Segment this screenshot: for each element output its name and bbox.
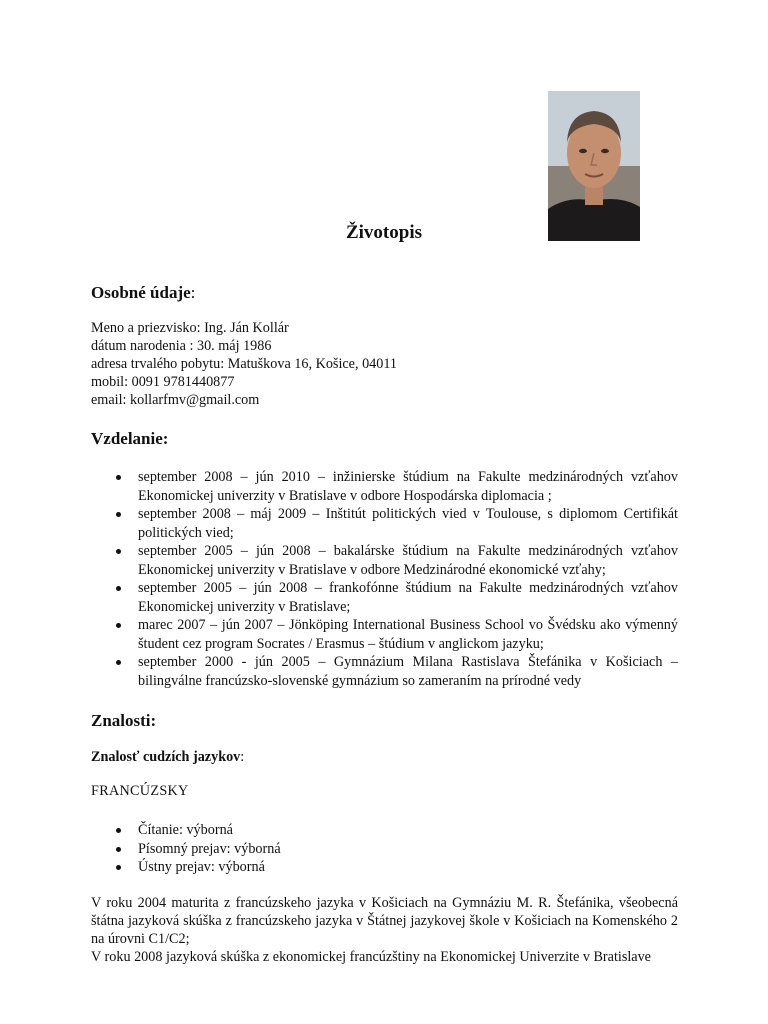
languages-heading (91, 749, 244, 766)
education-list (91, 468, 678, 690)
language-levels (91, 821, 678, 877)
education-item: september 2005 – jún 2008 – bakalárske štúdium na Fakulte medzinárodných vzťahov Ekonomickej univerzity v Bratislave v odbore Medzinárodné ekonomické vzťahy; (91, 542, 678, 579)
mobile-line: mobil: 0091 9781440877 (91, 374, 235, 390)
level-item-writing: Písomný prejav: výborná (91, 840, 678, 859)
personal-heading-colon: : (190, 283, 196, 302)
education-item: september 2008 – jún 2010 – inžinierske štúdium na Fakulte medzinárodných vzťahov Ekonomickej univerzity v Bratislave v odbore Hospodárska diplomacia ; (91, 468, 678, 505)
languages-heading-text: Znalosť cudzích jazykov (91, 749, 241, 765)
exam-paragraph-2004: V roku 2004 maturita z francúzskeho jazyka v Košiciach na Gymnáziu M. R. Štefánika, všeobecná štátna jazyková skúška z francúzskeho jazyka v Štátnej jazykovej škole v Košiciach na Komenského 2 na úrovni C1/C2; (91, 895, 678, 947)
name-line: Meno a priezvisko: Ing. Ján Kollár (91, 320, 289, 336)
education-item: september 2000 - jún 2005 – Gymnázium Milana Rastislava Štefánika v Košiciach – bilingválne francúzsko-slovenské gymnázium so zameraním na prírodné vedy (91, 653, 678, 690)
education-item: september 2008 – máj 2009 – Inštitút politických vied v Toulouse, s diplomom Certifikát politických vied; (91, 505, 678, 542)
skills-heading: Znalosti: (91, 711, 157, 730)
personal-heading-text: Osobné údaje (91, 283, 191, 302)
birthdate-line: dátum narodenia : 30. máj 1986 (91, 338, 272, 354)
document-title: Životopis (345, 222, 423, 243)
education-item: september 2005 – jún 2008 – frankofónne štúdium na Fakulte medzinárodných vzťahov Ekonomickej univerzity v Bratislave; (91, 579, 678, 616)
address-line: adresa trvalého pobytu: Matuškova 16, Košice, 04011 (91, 356, 398, 372)
languages-heading-colon: : (240, 749, 245, 765)
personal-details (91, 319, 397, 409)
education-item: marec 2007 – jún 2007 – Jönköping International Business School vo Švédsku ako výmenný študent cez program Socrates / Erasmus – štúdium v anglickom jazyku; (91, 616, 678, 653)
level-item-reading: Čítanie: výborná (91, 821, 678, 840)
language-exams (91, 894, 678, 966)
language-name: FRANCÚZSKY (91, 783, 189, 799)
email-line: email: kollarfmv@gmail.com (91, 392, 260, 408)
level-item-speaking: Ústny prejav: výborná (91, 858, 678, 877)
education-heading: Vzdelanie: (91, 429, 169, 448)
exam-paragraph-2008: V roku 2008 jazyková skúška z ekonomickej francúzštiny na Ekonomickej Univerzite v Bratislave (91, 949, 651, 965)
portrait-photo (548, 91, 640, 241)
personal-heading (91, 283, 195, 303)
